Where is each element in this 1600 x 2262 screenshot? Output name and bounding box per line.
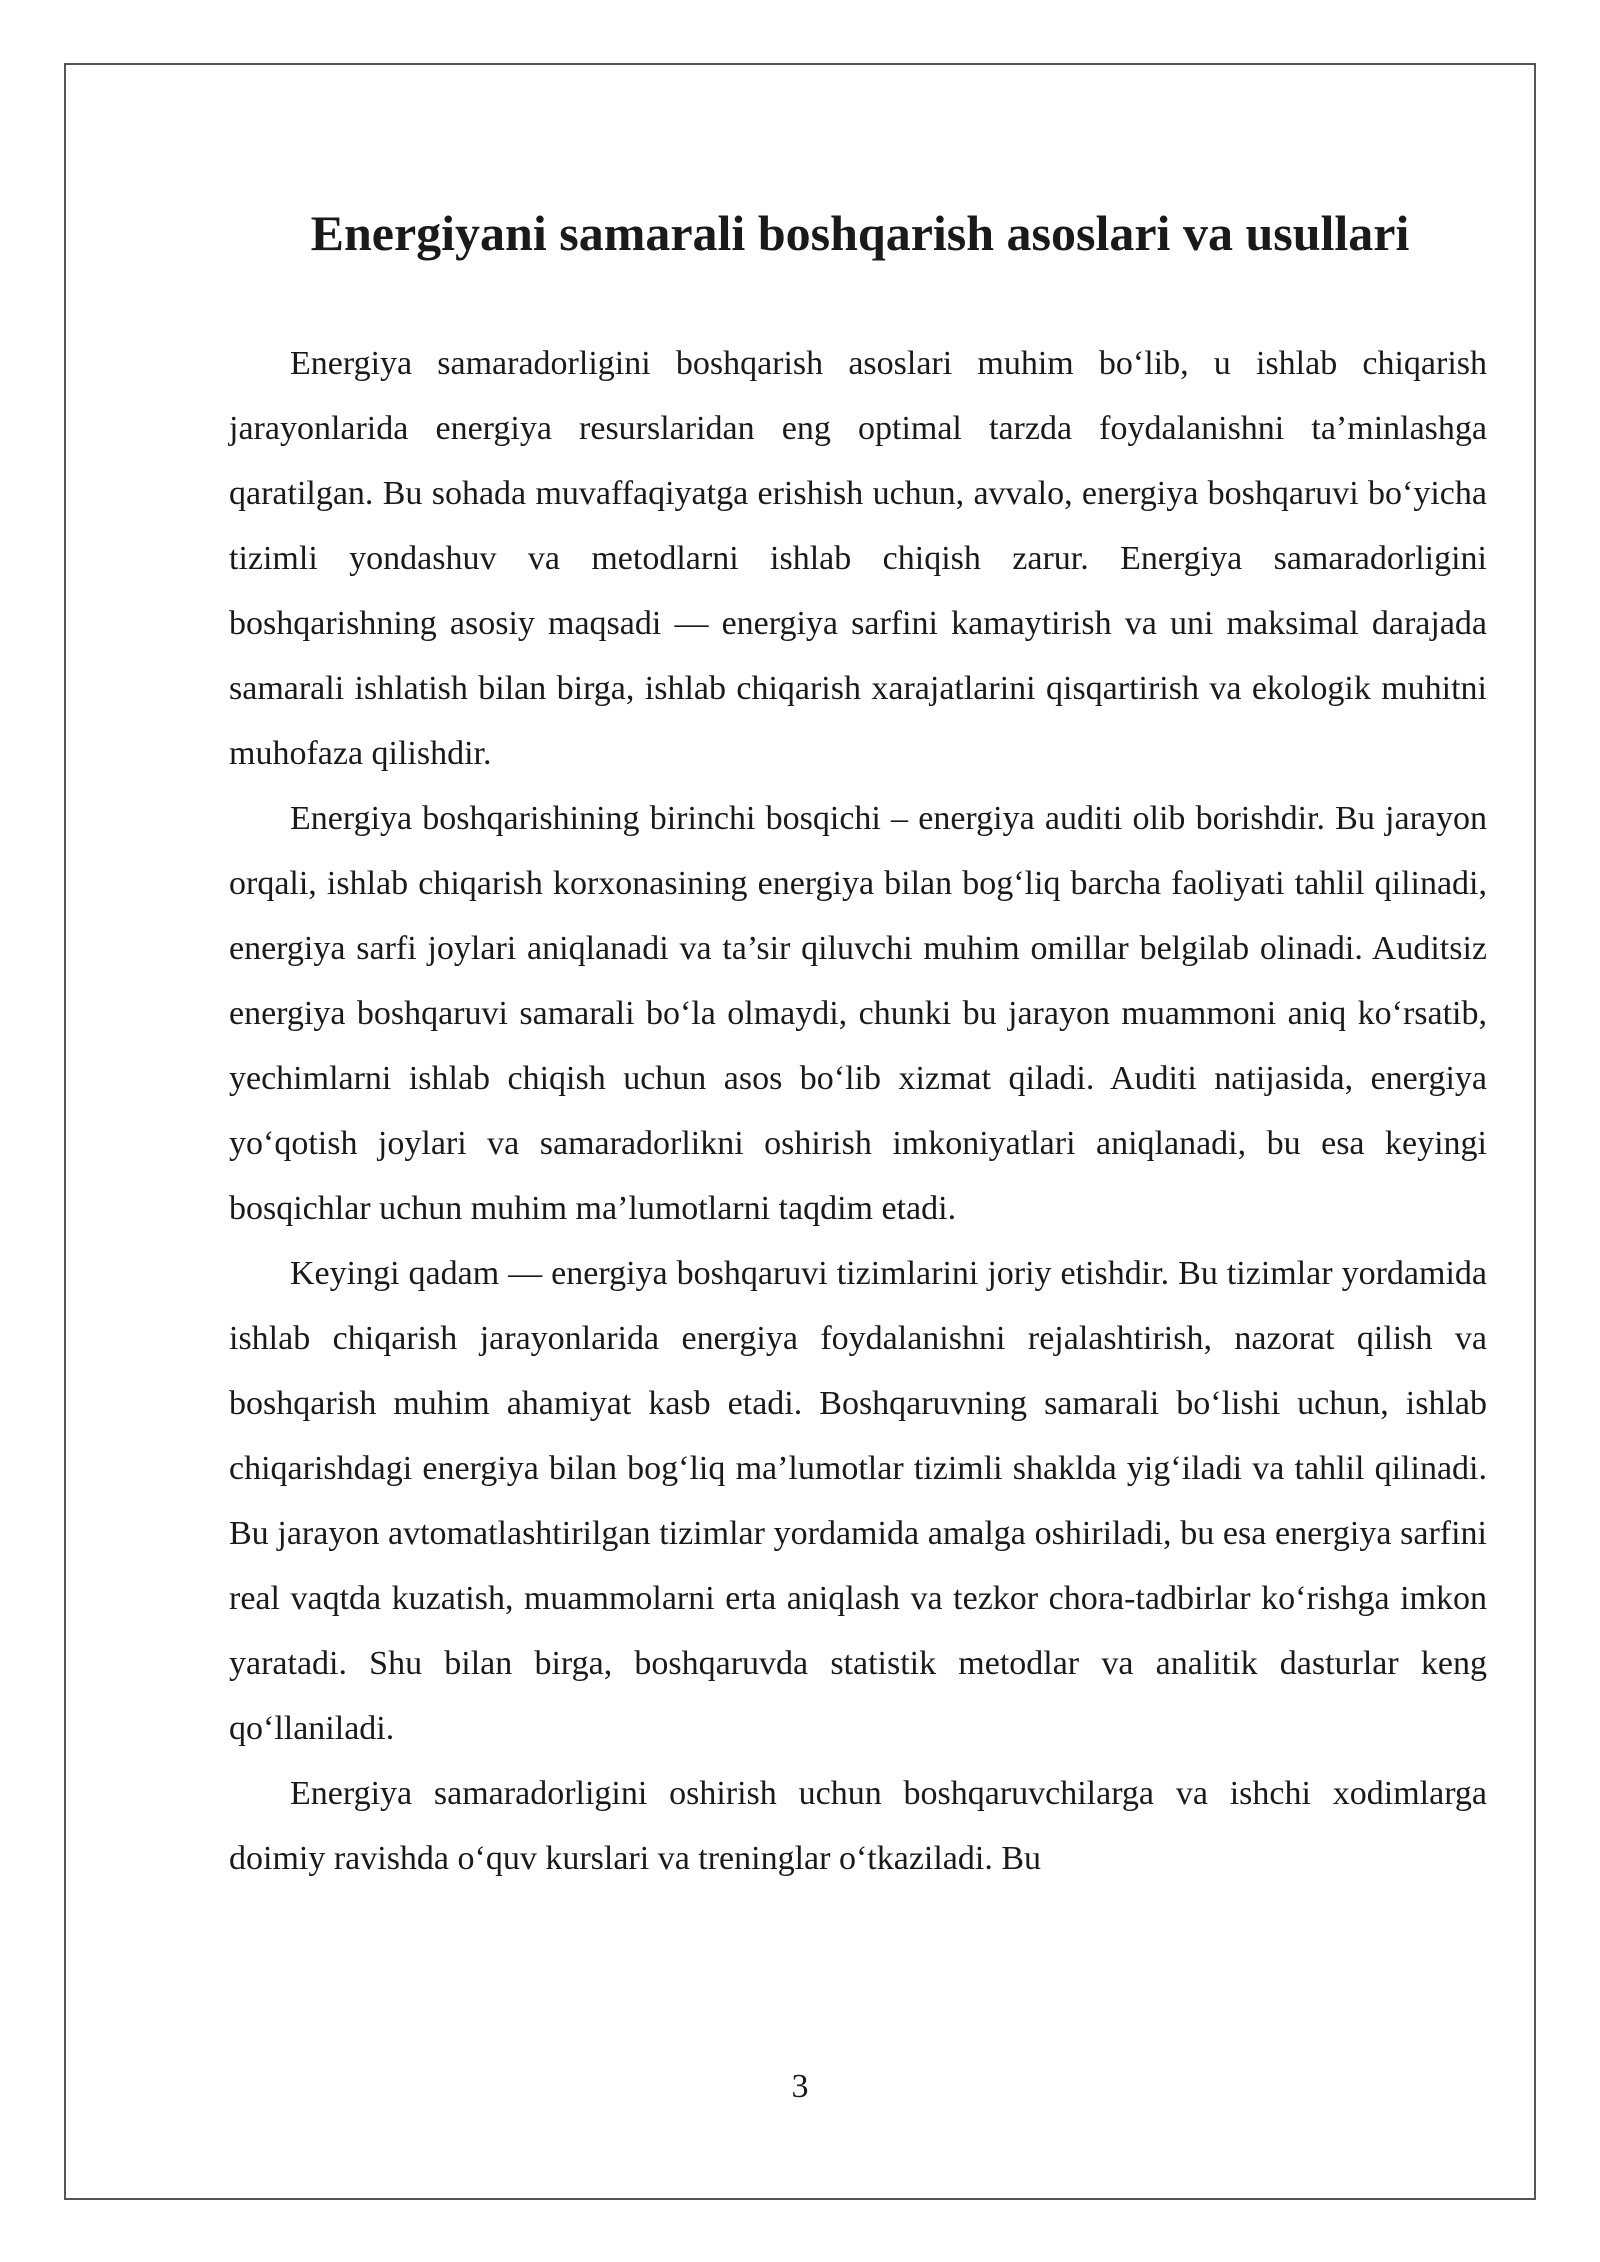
paragraph-3: Keyingi qadam — energiya boshqaruvi tizimlarini joriy etishdir. Bu tizimlar yordamida ishlab chiqarish jarayonlarida energiya foydalanishni rejalashtirish, nazorat qilish va boshqarish muhim ahamiyat kasb etadi. Boshqaruvning samarali bo‘lishi uchun, ishlab chiqarishdagi energiya bilan bog‘liq ma’lumotlar tizimli shaklda yig‘iladi va tahlil qilinadi. Bu jarayon avtomatlashtirilgan tizimlar yordamida amalga oshiriladi, bu esa energiya sarfini real vaqtda kuzatish, muammolarni erta aniqlash va tezkor chora-tadbirlar ko‘rishga imkon yaratadi. Shu bilan birga, boshqaruvda statistik metodlar va analitik dasturlar keng qo‘llaniladi. — [229, 1255, 1487, 1747]
page-number: 3 — [791, 2068, 809, 2105]
document-title: Energiyani samarali boshqarish asoslari va usullari — [310, 205, 1410, 261]
paragraph-2: Energiya boshqarishining birinchi bosqichi – energiya auditi olib borishdir. Bu jarayon orqali, ishlab chiqarish korxonasining energiya bilan bog‘liq barcha faoliyati tahlil qilinadi, energiya sarfi joylari aniqlanadi va ta’sir qiluvchi muhim omillar belgilab olinadi. Auditsiz energiya boshqaruvi samarali bo‘la olmaydi, chunki bu jarayon muammoni aniq ko‘rsatib, yechimlarni ishlab chiqish uchun asos bo‘lib xizmat qiladi. Auditi natijasida, energiya yo‘qotish joylari va samaradorlikni oshirish imkoniyatlari aniqlanadi, bu esa keyingi bosqichlar uchun muhim ma’lumotlarni taqdim etadi. — [229, 800, 1487, 1227]
paragraph-4: Energiya samaradorligini oshirish uchun boshqaruvchilarga va ishchi xodimlarga doimiy ravishda o‘quv kurslari va treninglar o‘tkaziladi. Bu — [229, 1775, 1487, 1877]
paragraph-1: Energiya samaradorligini boshqarish asoslari muhim bo‘lib, u ishlab chiqarish jarayonlarida energiya resurslaridan eng optimal tarzda foydalanishni ta’minlashga qaratilgan. Bu sohada muvaffaqiyatga erishish uchun, avvalo, energiya boshqaruvi bo‘yicha tizimli yondashuv va metodlarni ishlab chiqish zarur. Energiya samaradorligini boshqarishning asosiy maqsadi — energiya sarfini kamaytirish va uni maksimal darajada samarali ishlatish bilan birga, ishlab chiqarish xarajatlarini qisqartirish va ekologik muhitni muhofaza qilishdir. — [229, 345, 1487, 772]
document-body — [229, 331, 1487, 1891]
